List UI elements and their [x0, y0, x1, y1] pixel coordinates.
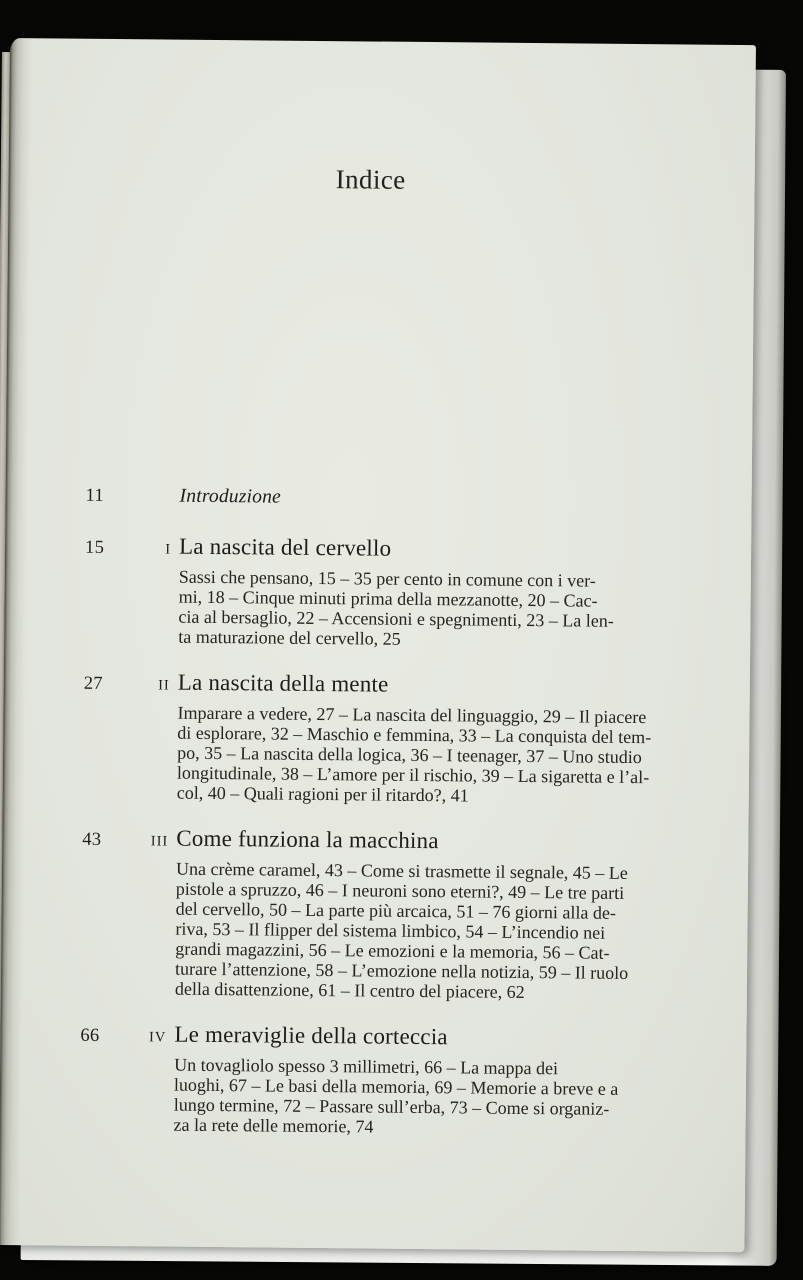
entry-page-number: 15 — [85, 537, 105, 558]
entry-subtopics: Sassi che pensano, 15 – 35 per cento in comune con i ver- mi, 18 – Cinque minuti prima della mezzanotte, 20 – Cac- cia al bersaglio, 22 – Accensioni e spegnimenti, 23 – La len- ta maturazione del cervello, 25 — [178, 566, 614, 649]
entry-subtopics: Una crème caramel, 43 – Come si trasmette il segnale, 45 – Le pistole a spruzzo, 46 – I neuroni sono eterni?, 49 – Le tre parti del cervello, 50 – La parte più arcaica, 51 – 76 giorni alla de- riva, 53 – Il flipper del sistema limbico, 54 – L’incendio nei grandi magazzini, 56 – Le emozioni e la memoria, 56 – Cat- turare l’attenzione, 58 – L’emozione nella notizia, 59 – Il ruolo della disattenzione, 61 – Il centro del piacere, 62 — [174, 858, 629, 1002]
entry-subtopics: Imparare a vedere, 27 – La nascita del linguaggio, 29 – Il piacere di esplorare, 32 – Maschio e femmina, 33 – La conquista del tem- po, 35 – La nascita della logica, 36 – I teenager, 37 – Uno studio longitudinale, 38 – L’amore per il rischio, 39 – La sigaretta e l’al- col, 40 – Quali ragioni per il ritardo?, 41 — [176, 702, 652, 806]
entry-chapter-numeral: III — [150, 833, 169, 850]
entry-title: Le meraviglie della corteccia — [174, 1021, 448, 1050]
page-title: Indice — [335, 164, 406, 195]
entry-page-number: 43 — [82, 829, 102, 850]
entry-subtopics: Un tovagliolo spesso 3 millimetri, 66 – La mappa dei luoghi, 67 – Le basi della memoria, 69 – Memorie a breve e a lungo termine, 72 – Passare sull’erba, 73 – Come si organiz- za la rete delle memorie, 74 — [173, 1054, 619, 1137]
entry-title: La nascita della mente — [177, 669, 389, 697]
toc-entry — [83, 668, 694, 808]
book-page — [0, 38, 756, 1252]
entry-title: Come funziona la macchina — [176, 825, 439, 854]
entry-page-number: 66 — [80, 1025, 100, 1046]
entry-chapter-numeral: IV — [149, 1029, 167, 1046]
entry-chapter-numeral: I — [165, 541, 172, 558]
entry-chapter-numeral: II — [158, 677, 170, 694]
entry-title: La nascita del cervello — [179, 533, 392, 561]
entry-title: Introduzione — [179, 485, 282, 508]
table-of-contents — [0, 483, 752, 1140]
toc-entry — [84, 532, 695, 652]
entry-page-number: 11 — [85, 485, 105, 506]
toc-entry — [79, 1020, 690, 1140]
entry-page-number: 27 — [83, 673, 104, 694]
toc-entry — [85, 484, 695, 514]
toc-entry — [81, 824, 693, 1004]
